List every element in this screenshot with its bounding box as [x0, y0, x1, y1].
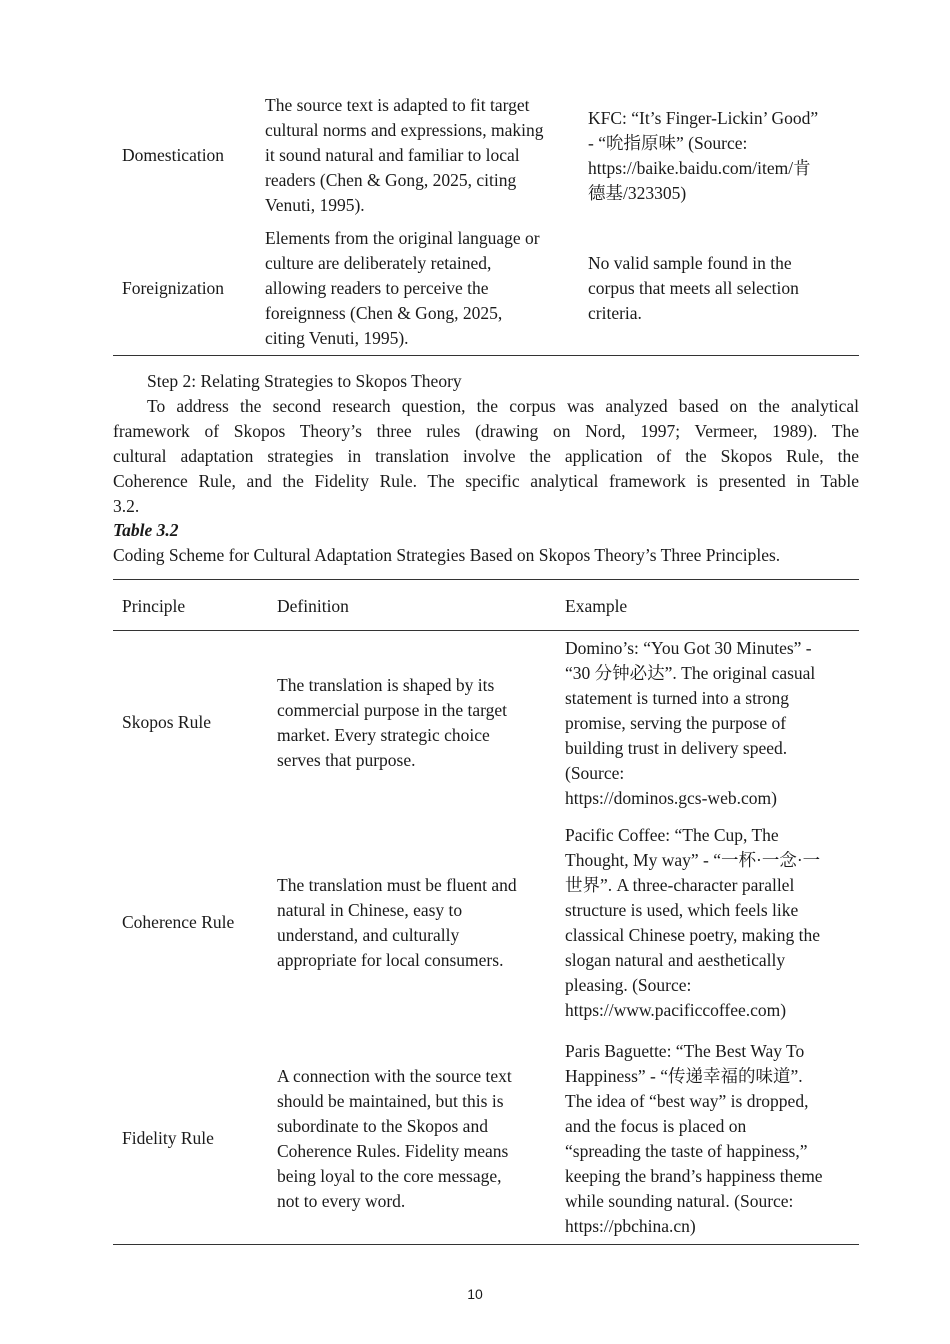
- header-rule: [113, 630, 859, 631]
- table-label: Table 3.2: [113, 520, 179, 540]
- principle-cell: Domestication: [122, 145, 225, 165]
- step-heading: Step 2: Relating Strategies to Skopos Theory: [147, 371, 462, 391]
- example-cell: Domino’s: “You Got 30 Minutes” - “30 分钟必达”. The original casual statement is turned into a strong promise, serving the purpose of building trust in delivery speed. (Source: https://dominos.gcs-web.com): [565, 638, 816, 808]
- principle-cell: Skopos Rule: [122, 712, 211, 732]
- definition-cell: The source text is adapted to fit target cultural norms and expressions, making it sound natural and familiar to local readers (Chen & Gong, 2025, citing Venuti, 1995).: [265, 95, 544, 215]
- header-principle: Principle: [122, 596, 186, 616]
- example-cell: Pacific Coffee: “The Cup, The Thought, My way” - “一杯·一念·一 世界”. A three-character parallel structure is used, which feels like classical Chinese poetry, making the slogan natural and aesthetically pleasing. (Source: https://www.pacificcoffee.com): [565, 825, 821, 1020]
- table-bottom-rule: [113, 1244, 859, 1245]
- definition-cell: The translation must be fluent and natural in Chinese, easy to understand, and culturally appropriate for local consumers.: [277, 875, 517, 970]
- example-cell: Paris Baguette: “The Best Way To Happiness” - “传递幸福的味道”. The idea of “best way” is dropped, and the focus is placed on “spreading the taste of happiness,” keeping the brand’s happiness theme while sounding natural. (Source: https://pbchina.cn): [565, 1041, 823, 1236]
- page-number: 10: [467, 1286, 483, 1302]
- principle-cell: Fidelity Rule: [122, 1128, 214, 1148]
- table-caption: Coding Scheme for Cultural Adaptation Strategies Based on Skopos Theory’s Three Principles.: [113, 545, 781, 565]
- body-paragraph: To address the second research question, the corpus was analyzed based on the analytical framework of Skopos Theory’s three rules (drawing on Nord, 1997; Vermeer, 1989). The cultural adaptation strategies in translation involve the application of the Skopos Rule, the Coherence Rule, and the Fidelity Rule. The specific analytical framework is presented in Table 3.2.: [113, 396, 859, 516]
- header-example: Example: [565, 596, 628, 616]
- header-definition: Definition: [277, 596, 349, 616]
- table-bottom-rule: [113, 355, 859, 356]
- table-top-rule: [113, 579, 859, 580]
- example-cell: No valid sample found in the corpus that meets all selection criteria.: [588, 253, 799, 323]
- principle-cell: Coherence Rule: [122, 912, 235, 932]
- definition-cell: Elements from the original language or culture are deliberately retained, allowing readers to perceive the foreignness (Chen & Gong, 2025, citing Venuti, 1995).: [265, 228, 540, 348]
- definition-cell: The translation is shaped by its commercial purpose in the target market. Every strategic choice serves that purpose.: [277, 675, 508, 770]
- principle-cell: Foreignization: [122, 278, 225, 298]
- definition-cell: A connection with the source text should be maintained, but this is subordinate to the Skopos and Coherence Rules. Fidelity means being loyal to the core message, not to every word.: [277, 1066, 512, 1211]
- example-cell: KFC: “It’s Finger-Lickin’ Good” - “吮指原味” (Source: https://baike.baidu.com/item/肯 德基/323305): [588, 108, 819, 203]
